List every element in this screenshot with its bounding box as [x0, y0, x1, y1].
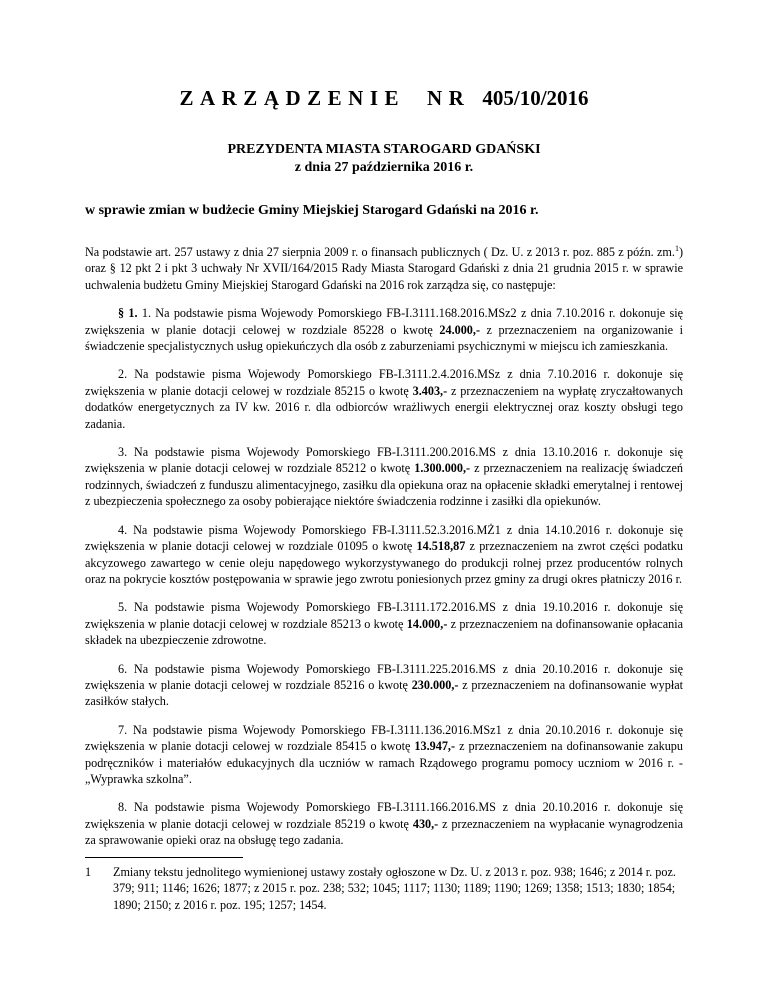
title-prefix: ZARZĄDZENIE	[179, 86, 406, 110]
footnote-ref: 1	[674, 243, 679, 253]
amount: 14.518,87	[416, 539, 466, 554]
paragraph-5: 5. Na podstawie pisma Wojewody Pomorskiego FB-I.3111.172.2016.MS z dnia 19.10.2016 r. dokonuje się zwiększenia w planie dotacji celowej w rozdziale 85213 o kwotę 14.000,- z przeznaczeniem na dofinansowanie opłacania składek na ubezpieczenie zdrowotne.	[85, 600, 683, 648]
footnote-number: 1	[85, 865, 92, 879]
amount: 230.000,-	[411, 677, 459, 692]
preamble-paragraph: Na podstawie art. 257 ustawy z dnia 27 sierpnia 2009 r. o finansach publicznych ( Dz. U. z 2013 r. poz. 885 z późn. zm.$^1$) oraz § 12 pkt 2 i pkt 3 uchwały Nr XVII/164/2015 Rady Miasta Starogard Gdański z dnia 21 grudnia 2015 r. w sprawie uchwalenia budżetu Gminy Miejskiej Starogard Gdański na 2016 rok zarządza się, co następuje:	[85, 243, 683, 292]
amount: 14.000,-	[406, 616, 448, 631]
paragraph-6: 6. Na podstawie pisma Wojewody Pomorskiego FB-I.3111.225.2016.MS z dnia 20.10.2016 r. dokonuje się zwiększenia w planie dotacji celowej w rozdziale 85216 o kwotę 230.000,- z przeznaczeniem na dofinansowanie wypłat zasiłków stałych.	[85, 661, 684, 709]
footnote	[85, 864, 683, 913]
document-body	[85, 244, 683, 861]
paragraph-4: 4. Na podstawie pisma Wojewody Pomorskiego FB-I.3111.52.3.2016.MŻ1 z dnia 14.10.2016 r. dokonuje się zwiększenia w planie dotacji celowej w rozdziale 01095 o kwotę 14.518,87 z przeznaczeniem na zwrot części podatku akcyzowego zawartego w cenie oleju napędowego wykorzystywanego do produkcji rolnej przez producentów rolnych oraz na pokrycie kosztów postępowania w sprawie jego zwrotu poniesionych przez gminy za drugi okres płatniczy 2016 r.	[85, 522, 683, 586]
amount: 1.300.000,-	[414, 461, 471, 476]
paragraph-8: 8. Na podstawie pisma Wojewody Pomorskiego FB-I.3111.166.2016.MS z dnia 20.10.2016 r. dokonuje się zwiększenia w planie dotacji celowej w rozdziale 85219 o kwotę 430,- z przeznaczeniem na wypłacanie wynagrodzenia za sprawowanie opieki oraz na obsługę tego zadania.	[85, 800, 683, 848]
title-number: 405/10/2016	[482, 86, 589, 110]
footnote-divider	[85, 857, 243, 858]
amount: 13.947,-	[414, 739, 456, 754]
footnote-text: Zmiany tekstu jednolitego wymienionej ustawy zostały ogłoszone w Dz. U. z 2013 r. poz. 938; 1646; z 2014 r. poz. 379; 911; 1146; 1626; 1877; z 2015 r. poz. 238; 532; 1045; 1117; 1130; 1189; 1190; 1269; 1358; 1513; 1830; 1854; 1890; 2150; z 2016 r. poz. 195; 1257; 1454.	[113, 865, 676, 912]
paragraph-7: 7. Na podstawie pisma Wojewody Pomorskiego FB-I.3111.136.2016.MSz1 z dnia 20.10.2016 r. dokonuje się zwiększenia w planie dotacji celowej w rozdziale 85415 o kwotę 13.947,- z przeznaczeniem na dofinansowanie zakupu podręczników i materiałów edukacyjnych dla uczniów w ramach Rządowego programu pomocy uczniom w 2016 r. - „Wyprawka szkolna”.	[85, 722, 683, 786]
amount: 430,-	[412, 816, 439, 831]
issuer-line: PREZYDENTA MIASTA STAROGARD GDAŃSKI	[227, 142, 541, 157]
document-title	[0, 86, 768, 111]
section-mark: § 1.	[118, 306, 138, 321]
paragraph-3: 3. Na podstawie pisma Wojewody Pomorskiego FB-I.3111.200.2016.MS z dnia 13.10.2016 r. dokonuje się zwiększenia w planie dotacji celowej w rozdziale 85212 o kwotę 1.300.000,- z przeznaczeniem na realizację świadczeń rodzinnych, świadczeń z funduszu alimentacyjnego, zasiłku dla opiekuna oraz na opłacenie składki emerytalnej i rentowej z ubezpieczenia społecznego za osoby pobierające niektóre świadczenia rodzinne i zasiłki dla opiekunów.	[85, 445, 684, 509]
subject-line: w sprawie zmian w budżecie Gminy Miejskiej Starogard Gdański na 2016 r.	[85, 203, 539, 218]
date-line: z dnia 27 października 2016 r.	[294, 160, 474, 175]
paragraph-1: § 1. 1. Na podstawie pisma Wojewody Pomorskiego FB-I.3111.168.2016.MSz2 z dnia 7.10.2016 r. dokonuje się zwiększenia w planie dotacji celowej w rozdziale 85228 o kwotę 24.000,- z przeznaczeniem na organizowanie i świadczenie specjalistycznych usług opiekuńczych dla osób z zaburzeniami psychicznymi w miejscu ich zamieszkania.	[85, 306, 683, 354]
amount: 3.403,-	[412, 383, 448, 398]
title-nr-label: NR	[427, 86, 471, 110]
amount: 24.000,-	[439, 322, 480, 337]
paragraph-2: 2. Na podstawie pisma Wojewody Pomorskiego FB-I.3111.2.4.2016.MSz z dnia 7.10.2016 r. dokonuje się zwiększenia w planie dotacji celowej w rozdziale 85215 o kwotę 3.403,- z przeznaczeniem na wypłatę zryczałtowanych dodatków energetycznych za IV kw. 2016 r. dla odbiorców wrażliwych energii elektrycznej oraz koszty obsługi tego zadania.	[85, 367, 683, 431]
